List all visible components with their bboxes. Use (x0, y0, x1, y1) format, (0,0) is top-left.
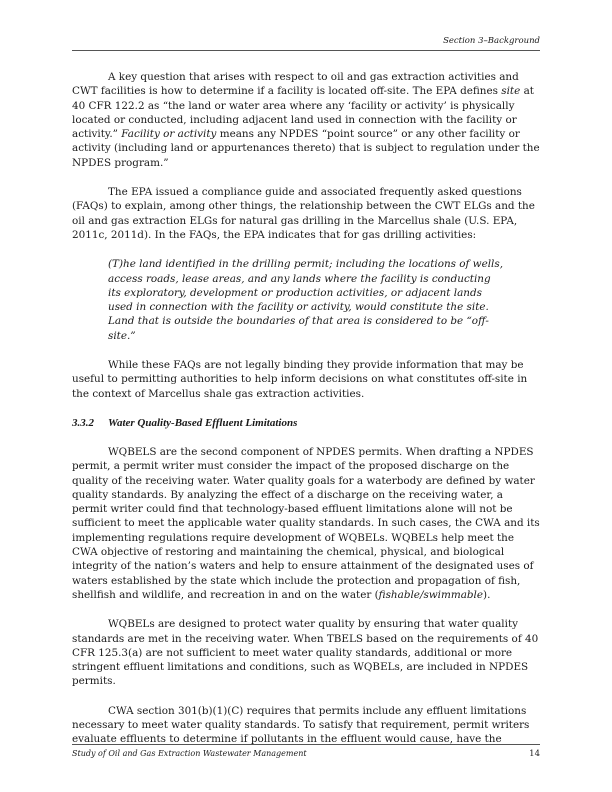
paragraph-faq-note: While these FAQs are not legally binding they provide information that may be useful to permitting authorities to help inform decisions on what constitutes off-site in the context of Marcellus shale gas extraction activities. (72, 359, 528, 400)
paragraph-compliance-guide: The EPA issued a compliance guide and associated frequently asked questions (FAQs) to explain, among other things, the relationship between the CWT ELGs and the oil and gas extraction ELGs for natural gas drilling in the Marcellus shale (U.S. EPA, 2011c, 2011d). In the FAQs, the EPA indicates that for gas drilling activities: (72, 186, 535, 241)
section-title: Water Quality-Based Effluent Limitations (108, 416, 298, 429)
section-number: 3.3.2 (72, 416, 94, 429)
section-heading (72, 416, 540, 430)
footer-title: Study of Oil and Gas Extraction Wastewater Management (72, 749, 307, 758)
page-footer (72, 744, 540, 761)
document-body (72, 70, 540, 747)
section-label: Section 3–Background (443, 36, 540, 46)
paragraph-cwa-section: CWA section 301(b)(1)(C) requires that permits include any effluent limitations necessary to meet water quality standards. To satisfy that requirement, permit writers evaluate effluents to determine if pollutants in the effluent would cause, have the (72, 704, 530, 746)
paragraph-wqbels-design: WQBELs are designed to protect water quality by ensuring that water quality standards are met in the receiving water. When TBELS based on the requirements of 40 CFR 125.3(a) are not sufficient to meet water quality standards, additional or more stringent effluent limitations and conditions, such as WQBELs, are included in NPDES permits. (72, 618, 539, 688)
paragraph-offsite-definition: A key question that arises with respect to oil and gas extraction activities and CWT facilities is how to determine if a facility is located off-site. The EPA defines site at 40 CFR 122.2 as “the land or water area where any ‘facility or activity’ is physically located or conducted, including adjacent land used in connection with the facility or activity.” Facility or activity means any NPDES “point source” or any other facility or activity (including land or appurtenances thereto) that is subject to regulation under the NPDES program.” (72, 71, 540, 169)
faq-quote: (T)he land identified in the drilling permit; including the locations of wells, access roads, lease areas, and any lands where the facility is conducting its exploratory, development or production activities, or adjacent lands used in connection with the facility or activity, would constitute the site. Land that is outside the boundaries of that area is considered to be “off-site.” (108, 258, 504, 342)
paragraph-wqbels-component: WQBELS are the second component of NPDES permits. When drafting a NPDES permit, a permit writer must consider the impact of the proposed discharge on the quality of the receiving water. Water quality goals for a waterbody are defined by water quality standards. By analyzing the effect of a discharge on the receiving water, a permit writer could find that technology-based effluent limitations alone will not be sufficient to meet the applicable water quality standards. In such cases, the CWA and its implementing regulations require development of WQBELs. WQBELs help meet the CWA objective of restoring and maintaining the chemical, physical, and biological integrity of the nation’s waters and help to ensure attainment of the designated uses of waters established by the state which include the protection and propagation of fish, shellfish and wildlife, and recreation in and on the water (fishable/swimmable). (72, 445, 540, 601)
page-number: 14 (529, 749, 540, 759)
page-header (72, 36, 540, 51)
